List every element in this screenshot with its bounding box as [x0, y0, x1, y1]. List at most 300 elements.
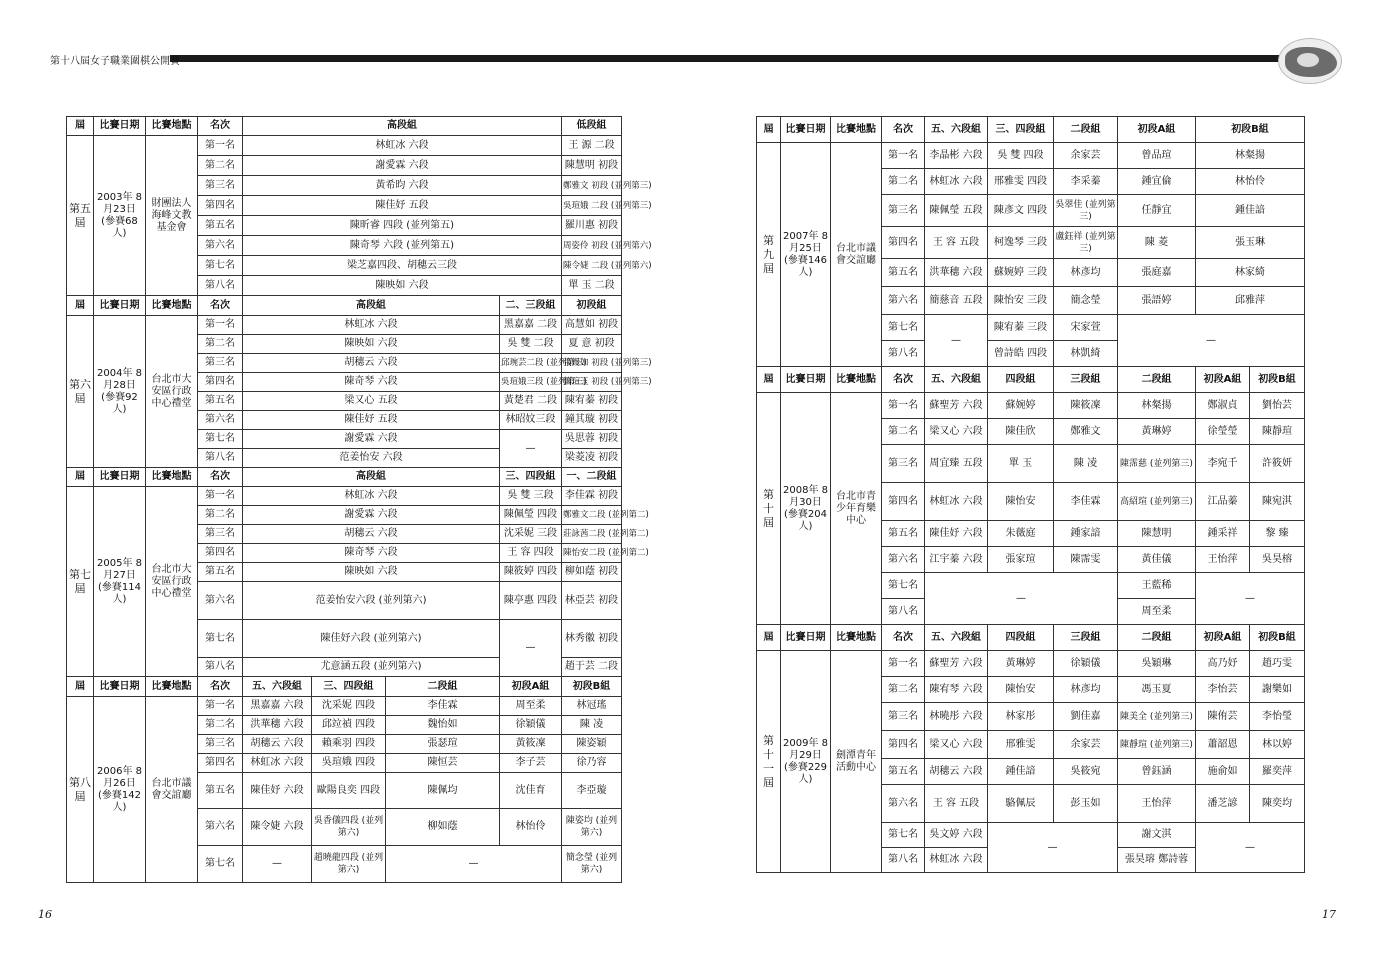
table-cell: —	[243, 846, 312, 883]
table-cell: 曾詩皓 四段	[988, 341, 1054, 367]
table-cell: 吳文婷 六段	[925, 823, 988, 848]
table-cell: 吳瑄娥 四段	[312, 754, 386, 773]
header-cell: 二段組	[1118, 367, 1196, 393]
header-cell: 初段A組	[500, 677, 562, 697]
table-cell: 吳 雙 三段	[500, 487, 562, 506]
table-cell: 第七名	[198, 846, 243, 883]
table-cell: 林亞芸 初段	[562, 582, 622, 620]
header-cell: 名次	[882, 117, 925, 143]
header-cell: 三、四段組	[500, 468, 562, 487]
table-cell: 陳姿均 (並列第六)	[562, 809, 622, 846]
rank-cell: 第一名	[198, 136, 243, 156]
result-cell: 周姿伶 初段 (並列第六)	[562, 236, 622, 256]
table-cell: 梁菱凌 初段	[562, 449, 622, 468]
table-cell: 陳奇琴 六段	[243, 544, 500, 563]
table-cell: 第三名	[882, 195, 925, 227]
result-cell: 陳令婕 二段 (並列第六)	[562, 256, 622, 276]
header-cell: 四段組	[988, 625, 1054, 651]
table-cell: 黃琳婷	[988, 651, 1054, 677]
rank-cell: 第二名	[198, 156, 243, 176]
header-cell: 名次	[198, 677, 243, 697]
table-cell: 李怡芸	[1196, 677, 1250, 703]
date-cell: 2007年 8月25日 (參賽146人)	[781, 143, 831, 367]
table-cell: 第四名	[198, 544, 243, 563]
result-cell: 王 源 二段	[562, 136, 622, 156]
table-cell: 第七名	[882, 573, 925, 599]
table-cell: 黑嘉嘉 二段	[500, 316, 562, 335]
table-cell: 林虹冰 六段	[925, 848, 988, 873]
header-cell: 比賽地點	[831, 117, 882, 143]
go-stone-logo-icon	[1278, 38, 1342, 84]
table-cell: 吳瑄娥三段 (並列第三)	[500, 373, 562, 392]
header-cell: 屆	[757, 117, 781, 143]
header-cell: 屆	[67, 468, 94, 487]
result-cell: 梁芝嘉四段、胡穗云三段	[243, 256, 562, 276]
table-cell: 陳亭惠 四段	[500, 582, 562, 620]
header-cell: 二段組	[1054, 117, 1118, 143]
col-term: 屆	[67, 117, 94, 136]
venue-cell: 劍潭青年活動中心	[831, 651, 882, 873]
table-cell: 第八名	[882, 341, 925, 367]
result-cell: 羅川惠 初段	[562, 216, 622, 236]
table-cell: 賴乘羽 四段	[312, 735, 386, 754]
table-cell: 陳怡安二段 (並列第二)	[562, 544, 622, 563]
table-cell: 施俞如	[1196, 759, 1250, 785]
table-cell: 梁又心 六段	[925, 731, 988, 759]
date-cell: 2005年 8月27日 (參賽114人)	[94, 487, 146, 677]
table-cell: 王 容 五段	[925, 227, 988, 259]
table-cell: 第七名	[882, 315, 925, 341]
table-cell: 林曉彤 六段	[925, 703, 988, 731]
rank-cell: 第六名	[198, 236, 243, 256]
table-cell: 吳思蓉 初段	[562, 430, 622, 449]
table-cell: 第六名	[198, 411, 243, 430]
table-cell: 吳翠佳 (並列第三)	[1054, 195, 1118, 227]
table-cell: 陳奕均	[1250, 785, 1305, 823]
table-cell: 陳令婕 六段	[243, 809, 312, 846]
table-cell: 柯逸琴 三段	[988, 227, 1054, 259]
table-row	[67, 697, 622, 716]
table-header-row	[67, 296, 622, 316]
table-cell: 林凱綺	[1054, 341, 1118, 367]
table-cell: 第三名	[198, 525, 243, 544]
table-cell: 王藍稀	[1118, 573, 1196, 599]
table-cell: 陳宛淇	[1250, 483, 1305, 521]
rank-cell: 第三名	[198, 176, 243, 196]
table-cell: 第八名	[882, 848, 925, 873]
table-cell: 劉怡芸	[1250, 393, 1305, 419]
result-cell: 陳映如 六段	[243, 276, 562, 296]
table-cell: 第五名	[882, 259, 925, 287]
table-cell: 魏怡如	[386, 716, 500, 735]
table-cell: 第五名	[198, 563, 243, 582]
table-cell: 林虹冰 六段	[925, 169, 988, 195]
table-cell: 第一名	[882, 651, 925, 677]
table-cell: 邱竝禎 四段	[312, 716, 386, 735]
result-cell: 陳佳妤 五段	[243, 196, 562, 216]
header-cell: 屆	[757, 367, 781, 393]
table-cell: 沈佳育	[500, 773, 562, 809]
table-cell: 莊詠茜二段 (並列第二)	[562, 525, 622, 544]
header-cell: 五、六段組	[925, 117, 988, 143]
table-cell: 林虹冰 六段	[243, 316, 500, 335]
table-cell: 林彥均	[1054, 259, 1118, 287]
table-cell: 梁又心 五段	[243, 392, 500, 411]
table-cell: 鍾家諳	[1054, 521, 1118, 547]
col-rank: 名次	[198, 117, 243, 136]
header-cell: 比賽日期	[781, 367, 831, 393]
table-cell: 陳美全 (並列第三)	[1118, 703, 1196, 731]
header-cell: 二段組	[1118, 625, 1196, 651]
table-cell: 陳映如 六段	[243, 335, 500, 354]
table-cell: 陳宥蓁 初段	[562, 392, 622, 411]
rank-cell: 第四名	[198, 196, 243, 216]
table-cell: 劉佳嘉	[1054, 703, 1118, 731]
group-header: 高段組	[243, 296, 500, 316]
header-cell: 初段B組	[1250, 367, 1305, 393]
result-cell: 林虹冰 六段	[243, 136, 562, 156]
term-cell: 第十一屆	[757, 651, 781, 873]
table-cell: 黃楚君 二段	[500, 392, 562, 411]
table-cell: 鍾佳諳	[1196, 195, 1305, 227]
table-cell: 林粲揚	[1196, 143, 1305, 169]
table-cell: 第二名	[882, 169, 925, 195]
table-cell: 周至柔	[500, 697, 562, 716]
table-cell: 陳宥琴 六段	[925, 677, 988, 703]
table-cell: 鄭淑貞	[1196, 393, 1250, 419]
table-cell: 陳佩均	[386, 773, 500, 809]
header-cell: 比賽地點	[146, 296, 198, 316]
header-cell: 三、四段組	[312, 677, 386, 697]
table-row	[67, 316, 622, 335]
header-cell: 一、二段組	[562, 468, 622, 487]
header-cell: 名次	[198, 468, 243, 487]
result-cell: 鄭雅文 初段 (並列第三)	[562, 176, 622, 196]
table-cell: 第五名	[198, 773, 243, 809]
table-cell: 高慧如 初段	[562, 316, 622, 335]
header-title: 第十八屆女子職業圍棋公開賽	[50, 56, 180, 67]
group-header: 初段組	[562, 296, 622, 316]
table-cell: 第六名	[882, 287, 925, 315]
table-cell: 曾品瑄	[1118, 143, 1196, 169]
table-cell: 陳佳妤 六段	[243, 773, 312, 809]
table-cell: 李采蓁	[1054, 169, 1118, 195]
table-cell: 陳佩瑩 四段	[500, 506, 562, 525]
table-cell: 第七名	[198, 430, 243, 449]
table-cell: 任靜宜	[1118, 195, 1196, 227]
table-cell: 林彥均	[1054, 677, 1118, 703]
table-cell: 林冠瑤	[562, 697, 622, 716]
table-cell: 林虹冰 六段	[243, 754, 312, 773]
date-cell: 2009年 8月29日 (參賽229人)	[781, 651, 831, 873]
table-cell: 王 容 四段	[500, 544, 562, 563]
table-cell: 蘇婉婷	[988, 393, 1054, 419]
venue-cell: 台北市青少年育樂中心	[831, 393, 882, 625]
table-cell: 趙曉龍四段 (並列第六)	[312, 846, 386, 883]
table-cell: 第一名	[882, 143, 925, 169]
header-cell: 屆	[67, 296, 94, 316]
header-cell: 初段B組	[1250, 625, 1305, 651]
table-cell: 謝文淇	[1118, 823, 1196, 848]
table-cell: 第六名	[882, 547, 925, 573]
table-cell: 陳慧明	[1118, 521, 1196, 547]
rank-cell: 第八名	[198, 276, 243, 296]
table-cell: 高乃妤	[1196, 651, 1250, 677]
table-cell: 王怡萍	[1118, 785, 1196, 823]
table-cell: 吳 雙 二段	[500, 335, 562, 354]
table-header-row	[757, 625, 1305, 651]
header-cell: 初段A組	[1196, 625, 1250, 651]
header-cell: 名次	[198, 296, 243, 316]
header-cell: 高段組	[243, 468, 500, 487]
table-cell: 第五名	[882, 521, 925, 547]
table-cell: 余家芸	[1054, 143, 1118, 169]
header-cell: 比賽日期	[94, 296, 146, 316]
table-cell: 宋家萱	[1054, 315, 1118, 341]
results-table-left	[66, 116, 652, 883]
table-cell: 鍾采祥	[1196, 521, 1250, 547]
date-cell: 2003年 8月23日 (參賽68人)	[94, 136, 146, 296]
table-cell: 第四名	[198, 373, 243, 392]
table-cell: 第一名	[882, 393, 925, 419]
table-cell: 第七名	[198, 620, 243, 658]
table-cell: 張語婷	[1118, 287, 1196, 315]
result-cell: 單 玉 二段	[562, 276, 622, 296]
table-cell: 夏 意 初段	[562, 335, 622, 354]
table-cell: 陳 菱	[1118, 227, 1196, 259]
group-header: 低段組	[562, 117, 622, 136]
table-cell: 謝樂如	[1250, 677, 1305, 703]
table-cell: 張玉琳	[1196, 227, 1305, 259]
table-cell: 林昭妏三段	[500, 411, 562, 430]
table-cell: —	[1196, 573, 1305, 625]
table-cell: 第六名	[198, 809, 243, 846]
header-cell: 五、六段組	[925, 625, 988, 651]
table-cell: 蘇聖芳 六段	[925, 393, 988, 419]
table-cell: —	[925, 573, 1118, 625]
table-cell: 曾鈺涵	[1118, 759, 1196, 785]
header-cell: 四段組	[988, 367, 1054, 393]
table-cell: 張嫚如 初段 (並列第三)	[562, 354, 622, 373]
venue-cell: 財團法人海峰文教基金會	[146, 136, 198, 296]
table-cell: 第三名	[882, 703, 925, 731]
term-cell: 第八屆	[67, 697, 94, 883]
table-row	[757, 651, 1305, 677]
table-cell: 蘇聖芳 六段	[925, 651, 988, 677]
table-header-row	[757, 117, 1305, 143]
table-cell: 第一名	[198, 316, 243, 335]
table-header-row	[67, 117, 622, 136]
table-header-row	[757, 367, 1305, 393]
table-cell: 陳彥文 四段	[988, 195, 1054, 227]
table-cell: 第一名	[198, 697, 243, 716]
term-cell: 第六屆	[67, 316, 94, 468]
table-cell: 陳靜瑄 (並列第三)	[1118, 731, 1196, 759]
header-cell: 比賽日期	[781, 117, 831, 143]
table-cell: 羅奕萍	[1250, 759, 1305, 785]
table-cell: 張庭嘉	[1118, 259, 1196, 287]
header-cell: 比賽日期	[94, 468, 146, 487]
table-cell: 陳奇琴 六段	[243, 373, 500, 392]
table-cell: 陳霈慈 (並列第三)	[1118, 445, 1196, 483]
table-cell: 高紹瑄 (並列第三)	[1118, 483, 1196, 521]
term-cell: 第九屆	[757, 143, 781, 367]
table-cell: 李亞璇	[562, 773, 622, 809]
table-cell: 李宛千	[1196, 445, 1250, 483]
header-cell: 三段組	[1054, 367, 1118, 393]
table-cell: 江品蓁	[1196, 483, 1250, 521]
header-cell: 初段A組	[1196, 367, 1250, 393]
rank-cell: 第五名	[198, 216, 243, 236]
header-bar	[170, 55, 1285, 62]
header-cell: 初段A組	[1118, 117, 1196, 143]
table-cell: 柳如蔭 初段	[562, 563, 622, 582]
table-cell: 林虹冰 六段	[243, 487, 500, 506]
table-cell: 徐瑩瑩	[1196, 419, 1250, 445]
header-cell: 五、六段組	[925, 367, 988, 393]
table-cell: 黃琳婷	[1118, 419, 1196, 445]
table-cell: 陳佩瑩 五段	[925, 195, 988, 227]
header-cell: 屆	[757, 625, 781, 651]
table-cell: 林家綺	[1196, 259, 1305, 287]
table-cell: 駱佩辰	[988, 785, 1054, 823]
table-cell: —	[500, 430, 562, 468]
table-cell: 洪華穗 六段	[243, 716, 312, 735]
table-cell: 李晶彬 六段	[925, 143, 988, 169]
table-cell: 第六名	[198, 582, 243, 620]
result-cell: 黃希昀 六段	[243, 176, 562, 196]
header-cell: 比賽地點	[146, 677, 198, 697]
venue-cell: 台北市大安區行政中心禮堂	[146, 487, 198, 677]
table-cell: 徐乃容	[562, 754, 622, 773]
table-cell: 第七名	[882, 823, 925, 848]
table-cell: 陳 凌	[1054, 445, 1118, 483]
table-cell: 第二名	[198, 506, 243, 525]
result-cell: 陳昕睿 四段 (並列第五)	[243, 216, 562, 236]
table-cell: 林怡伶	[500, 809, 562, 846]
header-cell: 比賽日期	[94, 677, 146, 697]
table-cell: 許筱妍	[1250, 445, 1305, 483]
date-cell: 2004年 8月28日 (參賽92人)	[94, 316, 146, 468]
table-cell: 陳佳妤 五段	[243, 411, 500, 430]
group-header: 高段組	[243, 117, 562, 136]
header-cell: 名次	[882, 367, 925, 393]
table-cell: 洪華穗 六段	[925, 259, 988, 287]
table-cell: 陳佳妤 六段	[925, 521, 988, 547]
table-row	[67, 487, 622, 506]
col-date: 比賽日期	[94, 117, 146, 136]
table-cell: 第六名	[882, 785, 925, 823]
table-cell: 林秀徽 初段	[562, 620, 622, 658]
table-cell: 陳霈雯	[1054, 547, 1118, 573]
table-cell: 第四名	[882, 483, 925, 521]
table-cell: 劉瑄玉 初段 (並列第三)	[562, 373, 622, 392]
table-cell: 邢雅雯	[988, 731, 1054, 759]
results-table-right	[756, 116, 1305, 873]
table-cell: 張瑟瑄	[386, 735, 500, 754]
header-cell: 二段組	[386, 677, 500, 697]
table-cell: 張昊瑢 鄭詩蓉	[1118, 848, 1196, 873]
table-cell: 余家芸	[1054, 731, 1118, 759]
table-cell: 鍾宜倫	[1118, 169, 1196, 195]
table-cell: 盧鈺祥 (並列第三)	[1054, 227, 1118, 259]
table-cell: 歐陽良奕 四段	[312, 773, 386, 809]
table-cell: 柳如蔭	[386, 809, 500, 846]
table-cell: 陳映如 六段	[243, 563, 500, 582]
table-cell: —	[500, 620, 562, 677]
table-cell: —	[1118, 315, 1305, 367]
group-header: 二、三段組	[500, 296, 562, 316]
table-cell: 吳穎琳	[1118, 651, 1196, 677]
header-cell: 初段B組	[562, 677, 622, 697]
table-cell: 吳筱宛	[1054, 759, 1118, 785]
table-cell: 李佳霖 初段	[562, 487, 622, 506]
rank-cell: 第七名	[198, 256, 243, 276]
header-cell: 初段B組	[1196, 117, 1305, 143]
table-cell: 謝愛霖 六段	[243, 430, 500, 449]
table-cell: 鍾佳諳	[988, 759, 1054, 785]
table-cell: 第四名	[882, 227, 925, 259]
table-cell: 陳怡安 三段	[988, 287, 1054, 315]
term-cell: 第七屆	[67, 487, 94, 677]
table-cell: 吳 雙 四段	[988, 143, 1054, 169]
table-cell: 簡慈音 五段	[925, 287, 988, 315]
table-cell: 林怡伶	[1196, 169, 1305, 195]
table-cell: —	[988, 823, 1118, 873]
table-cell: 馮玉夏	[1118, 677, 1196, 703]
table-cell: 謝愛霖 六段	[243, 506, 500, 525]
venue-cell: 台北市大安區行政中心禮堂	[146, 316, 198, 468]
table-cell: 胡穗云 六段	[243, 735, 312, 754]
table-cell: 陳靜瑄	[1250, 419, 1305, 445]
venue-cell: 台北市議會交誼廳	[146, 697, 198, 883]
table-cell: 吳昊榕	[1250, 547, 1305, 573]
table-cell: 黎 臻	[1250, 521, 1305, 547]
table-cell: 林虹冰 六段	[925, 483, 988, 521]
table-cell: 簡念瑩	[1054, 287, 1118, 315]
table-cell: 第八名	[198, 449, 243, 468]
result-cell: 陳慧明 初段	[562, 156, 622, 176]
table-header-row	[67, 468, 622, 487]
table-cell: 第三名	[198, 735, 243, 754]
table-cell: 陳筱婷 四段	[500, 563, 562, 582]
table-cell: 王 容 五段	[925, 785, 988, 823]
table-cell: 陳筱凜	[1054, 393, 1118, 419]
table-cell: 林粲揚	[1118, 393, 1196, 419]
table-row	[757, 143, 1305, 169]
table-cell: 第三名	[882, 445, 925, 483]
table-cell: 陳姿穎	[562, 735, 622, 754]
table-cell: 陳侑芸	[1196, 703, 1250, 731]
header-cell: 名次	[882, 625, 925, 651]
table-cell: 趙于芸 二段	[562, 658, 622, 677]
table-cell: 范姜怡安六段 (並列第六)	[243, 582, 500, 620]
table-cell: 胡穗云 六段	[243, 354, 500, 373]
table-cell: 邱琬芸二段 (並列第三)	[500, 354, 562, 373]
table-cell: 陳宥蓁 三段	[988, 315, 1054, 341]
header-cell: 比賽地點	[831, 367, 882, 393]
table-cell: 蘇婉婷 三段	[988, 259, 1054, 287]
table-cell: 第二名	[198, 716, 243, 735]
table-cell: —	[386, 846, 562, 883]
table-cell: 周至柔	[1118, 599, 1196, 625]
table-cell: 周宜臻 五段	[925, 445, 988, 483]
table-cell: 邱雅萍	[1196, 287, 1305, 315]
header-cell: 五、六段組	[243, 677, 312, 697]
header-cell: 三、四段組	[988, 117, 1054, 143]
table-cell: 范姜怡安 六段	[243, 449, 500, 468]
table-cell: —	[1196, 823, 1305, 873]
